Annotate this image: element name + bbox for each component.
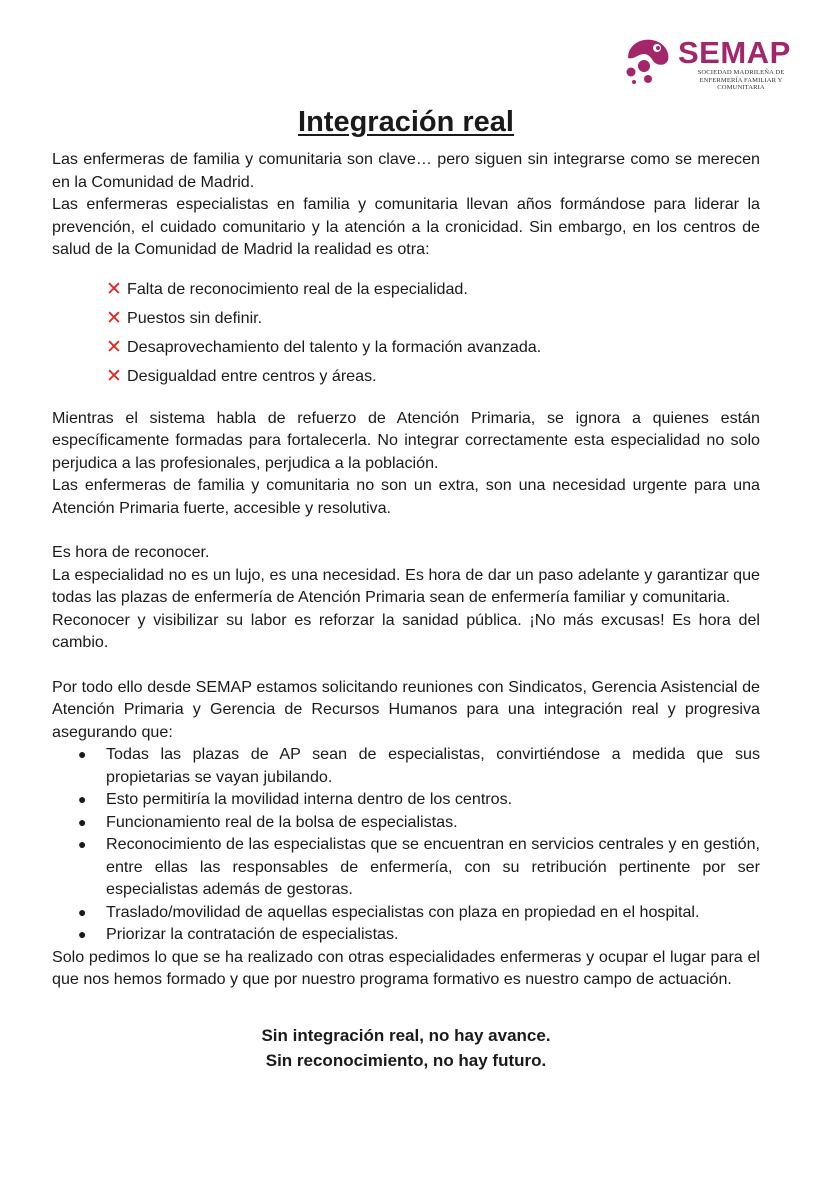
paragraph-3c: Reconocer y visibilizar su labor es reforzar la sanidad pública. ¡No más excusas! Es hora del cambio. (52, 610, 760, 651)
paragraph-2b: Las enfermeras de familia y comunitaria no son un extra, son una necesidad urgente para una Atención Primaria fuerte, accesible y resolutiva. (52, 476, 760, 517)
bullet-icon: ● (78, 791, 87, 807)
bullet-icon: ● (78, 836, 87, 852)
bullet-icon: ● (78, 746, 87, 762)
paragraph-5: Solo pedimos lo que se ha realizado con otras especialidades enfermeras y ocupar el lugar para el que nos hemos formado y que por nuestro programa formativo es nuestro campo de actuación. (52, 947, 760, 988)
closing-line-2: Sin reconocimiento, no hay futuro. (265, 1050, 547, 1070)
problem-item: ✕ Desigualdad entre centros y áreas. (106, 362, 760, 391)
paragraph-4: Por todo ello desde SEMAP estamos solicitando reuniones con Sindicatos, Gerencia Asistencial de Atención Primaria y Gerencia de Recursos Humanos para una integración real y progresiva asegurando que: (52, 677, 760, 741)
semap-logo (622, 35, 808, 91)
logo-subtitle: SOCIEDAD MADRILEÑA DE ENFERMERÍA FAMILIAR Y COMUNITARIA (697, 69, 785, 91)
closing-statement (52, 1023, 760, 1073)
demand-item: ● Reconocimiento de las especialistas que se encuentran en servicios centrales y en gestión, entre ellas las responsables de enfermería, con su retribución pertinente por ser especialistas además de gestoras. (78, 835, 760, 898)
logo-name: SEMAP (678, 35, 791, 70)
paragraph-3a: Es hora de reconocer. (52, 543, 210, 561)
demand-item: ● Priorizar la contratación de especialistas. (52, 923, 760, 946)
demand-item: ● Traslado/movilidad de aquellas especialistas con plaza en propiedad en el hospital. (52, 901, 760, 924)
problem-item: ✕ Falta de reconocimiento real de la especialidad. (106, 275, 760, 304)
cross-mark-icon: ✕ (106, 278, 122, 300)
bullet-icon: ● (78, 813, 87, 830)
problem-item: ✕ Puestos sin definir. (106, 304, 760, 333)
paragraph-2a: Mientras el sistema habla de refuerzo de Atención Primaria, se ignora a quienes están específicamente formadas para fortalecerla. No integrar correctamente esta especialidad no solo perjudica a las profesionales, perjudica a la población. (52, 408, 760, 472)
bullet-icon: ● (78, 926, 87, 942)
cross-mark-icon: ✕ (106, 365, 122, 387)
semap-logo-mark-icon (622, 36, 672, 84)
bullet-icon: ● (78, 903, 87, 920)
demand-item: ● Funcionamiento real de la bolsa de especialistas. (52, 811, 760, 834)
intro-paragraph-2: Las enfermeras especialistas en familia y comunitaria llevan años formándose para liderar la prevención, el cuidado comunitario y la atención a la cronicidad. Sin embargo, en los centros de salud de la Comunidad de Madrid la realidad es otra: (52, 195, 760, 258)
document-body (52, 104, 760, 1073)
problems-list (52, 275, 760, 391)
demand-item: ● Esto permitiría la movilidad interna dentro de los centros. (52, 788, 760, 811)
cross-mark-icon: ✕ (106, 336, 122, 358)
intro-paragraph-1: Las enfermeras de familia y comunitaria son clave… pero siguen sin integrarse como se merecen en la Comunidad de Madrid. (52, 150, 760, 191)
demands-list (52, 743, 760, 946)
demand-item: ● Todas las plazas de AP sean de especialistas, convirtiéndose a medida que sus propietarias se vayan jubilando. (78, 745, 760, 786)
problem-item: ✕ Desaprovechamiento del talento y la formación avanzada. (106, 333, 760, 362)
paragraph-3b: La especialidad no es un lujo, es una necesidad. Es hora de dar un paso adelante y garantizar que todas las plazas de enfermería de Atención Primaria sean de enfermería familiar y comunitaria. (52, 565, 760, 606)
closing-line-1: Sin integración real, no hay avance. (261, 1025, 551, 1045)
page-title: Integración real (298, 106, 514, 138)
cross-mark-icon: ✕ (106, 307, 122, 329)
